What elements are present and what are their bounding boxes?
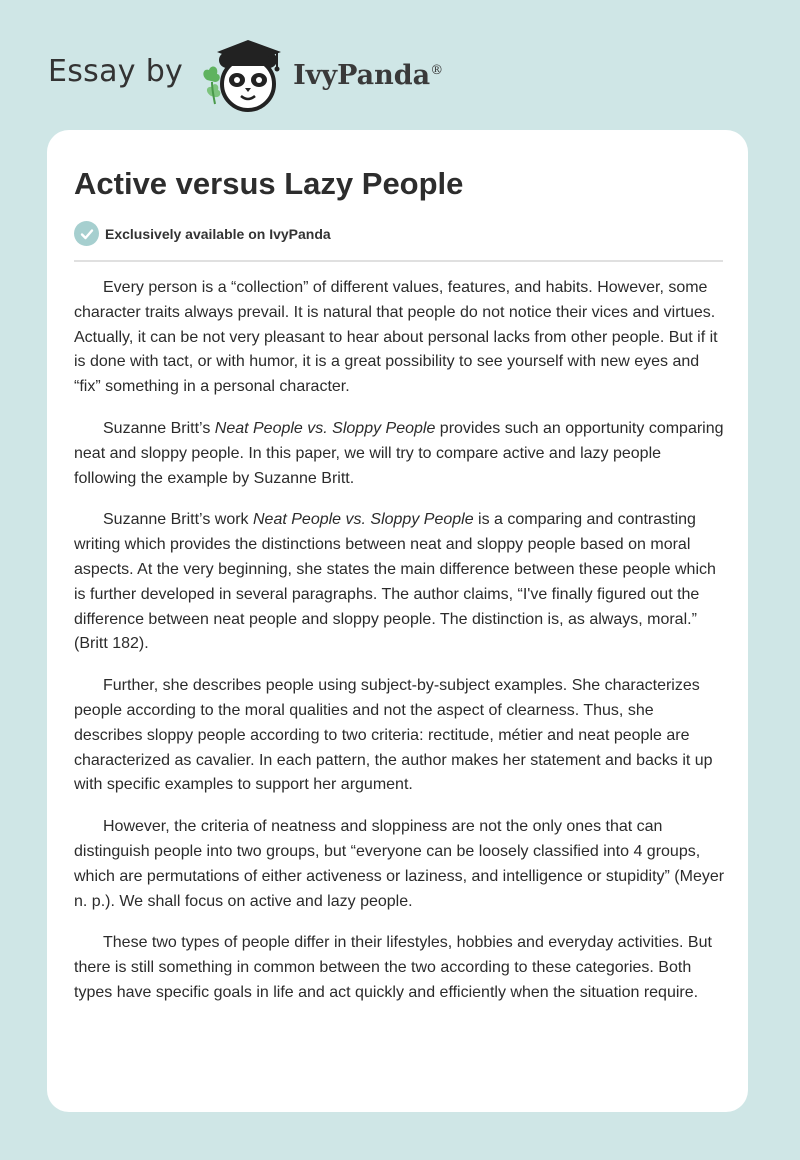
site-brand[interactable] xyxy=(48,34,443,114)
book-title-italic: Neat People vs. Sloppy People xyxy=(214,419,436,437)
checkmark-icon xyxy=(74,221,99,246)
registered-mark: ® xyxy=(430,62,444,78)
essay-card xyxy=(47,130,748,1112)
paragraph-text: is a comparing and contrasting writing which provides the distinctions between neat and sloppy people based on moral aspects. At the very beginning, she states the main difference between these people which is further developed in several paragraphs. The author claims, “I've finally figured out the difference between neat people and sloppy people. The distinction is, as always, moral.” (Britt 182). xyxy=(74,511,716,653)
paragraph-text: Suzanne Britt’s work xyxy=(103,511,253,529)
essay-by-label: Essay by xyxy=(48,53,184,89)
book-title-italic: Neat People vs. Sloppy People xyxy=(253,511,474,529)
essay-paragraph xyxy=(74,276,726,400)
exclusive-badge xyxy=(74,221,331,246)
divider xyxy=(74,260,723,262)
paragraph-text: Every person is a “collection” of different values, features, and habits. However, some character traits always prevail. It is natural that people do not notice their vices and virtues. Actually, it can be not very pleasant to hear about personal lacks from other people. But if it is done with tact, or with humor, it is a great possibility to see yourself with new eyes and “fix” something in a personal character. xyxy=(74,279,718,396)
paragraph-text: Further, she describes people using subject-by-subject examples. She characterizes people according to the moral qualities and not the aspect of clearness. Thus, she describes sloppy people according to two criteria: rectitude, métier and neat people are characterized as cavalier. In each pattern, the author makes her statement and backs it up with specific examples to support her argument. xyxy=(74,677,713,794)
page-title: Active versus Lazy People xyxy=(74,166,464,201)
essay-paragraph xyxy=(74,674,726,798)
paragraph-text: These two types of people differ in their lifestyles, hobbies and everyday activities. But there is still something in common between the two according to these categories. Both types have specific goals in life and act quickly and efficiently when the situation require. xyxy=(74,934,712,1001)
essay-body xyxy=(74,276,726,1023)
paragraph-text: Suzanne Britt’s xyxy=(103,419,215,437)
paragraph-text: provides such an opportunity comparing neat and sloppy people. In this paper, we will try to compare active and lazy people following the example by Suzanne Britt. xyxy=(74,419,724,487)
essay-paragraph xyxy=(74,508,726,657)
brand-name xyxy=(293,60,443,91)
panda-logo-icon xyxy=(197,34,289,114)
essay-paragraph xyxy=(74,417,726,491)
essay-paragraph xyxy=(74,815,726,914)
exclusive-label: Exclusively available on IvyPanda xyxy=(105,225,331,242)
brand-name-text: IvyPanda xyxy=(293,59,431,91)
essay-paragraph xyxy=(74,931,726,1005)
paragraph-text: However, the criteria of neatness and sloppiness are not the only ones that can distinguish people into two groups, but “everyone can be loosely classified into 4 groups, which are permutations of either activeness or laziness, and intelligence or stupidity” (Meyer n. p.). We shall focus on active and lazy people. xyxy=(74,818,725,910)
